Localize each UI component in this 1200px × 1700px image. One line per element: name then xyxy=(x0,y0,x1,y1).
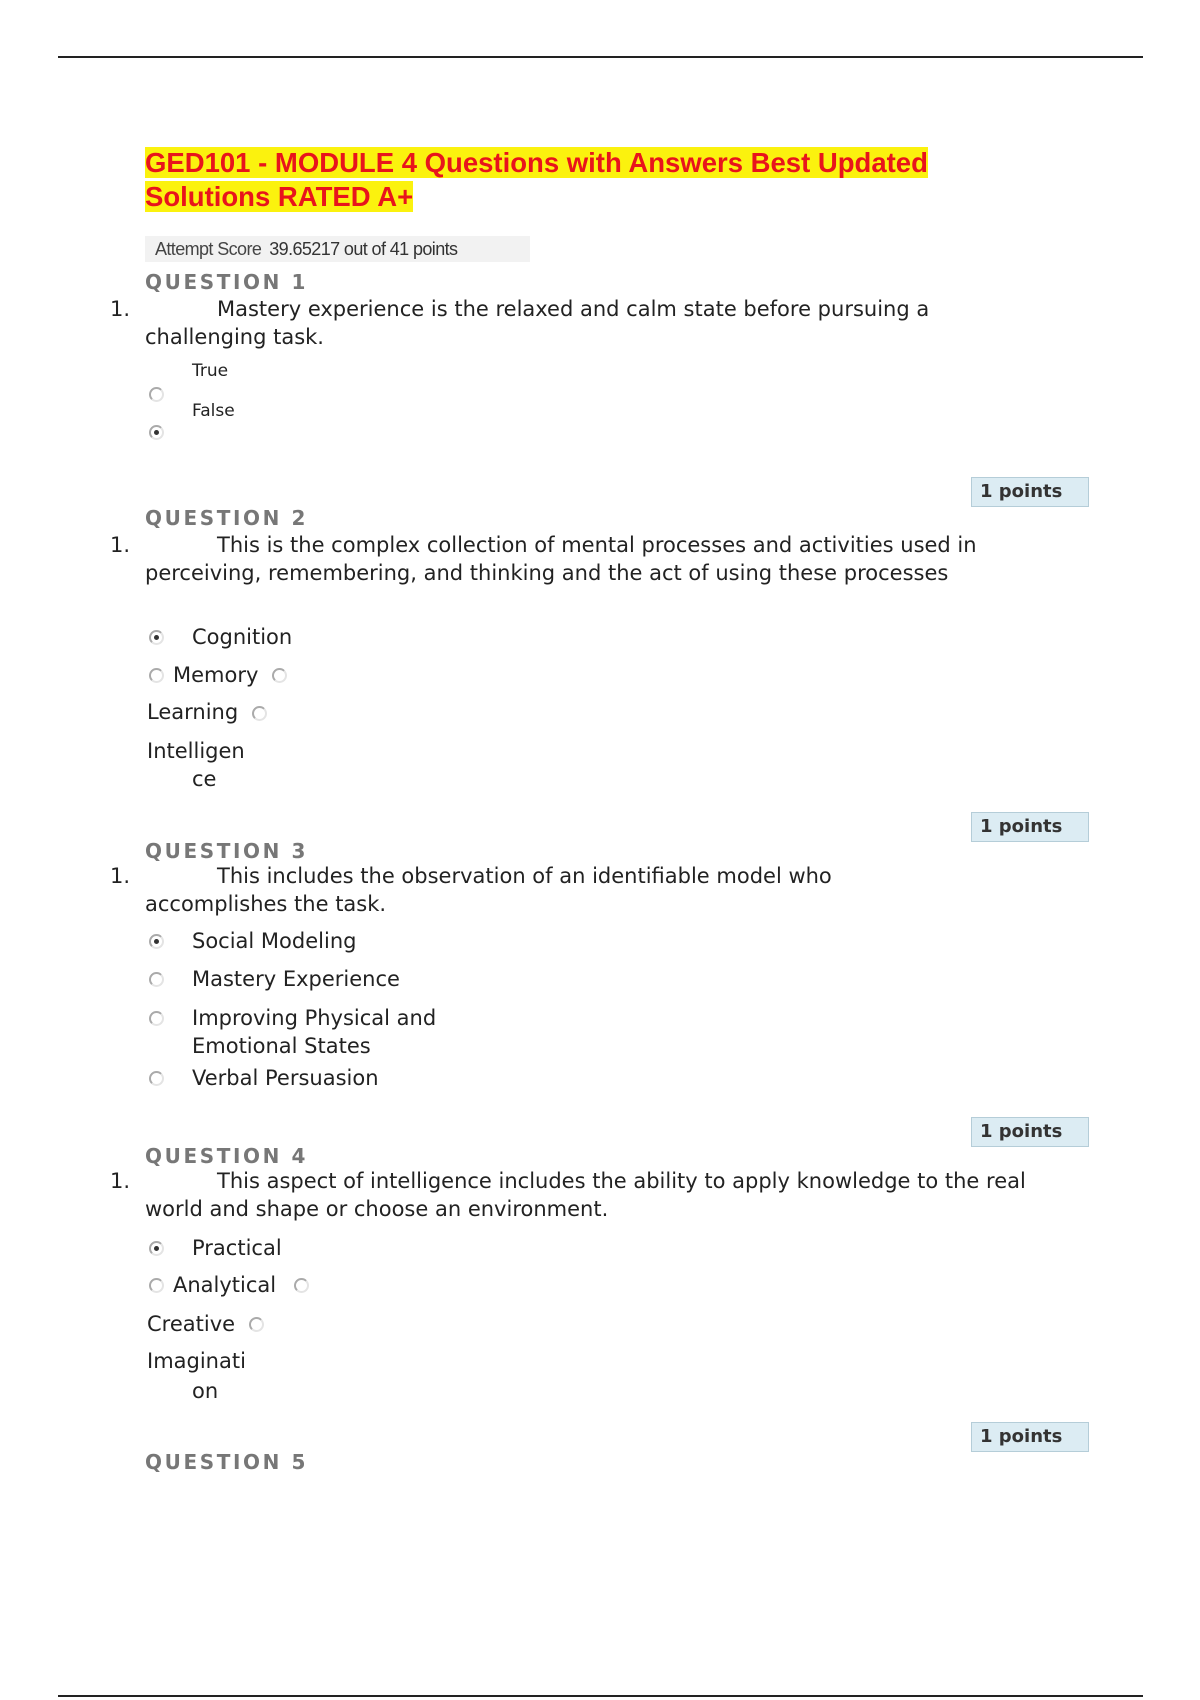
question-3-option-improving-states-label-part1: Improving Physical and xyxy=(192,1006,437,1030)
question-4-heading: QUESTION 4 xyxy=(145,1144,309,1168)
question-3-option-verbal-persuasion-label: Verbal Persuasion xyxy=(192,1066,379,1090)
question-2-option-intelligence-label-part2: ce xyxy=(192,767,217,791)
question-2-option-cognition-radio[interactable] xyxy=(149,630,164,645)
question-4-number: 1. xyxy=(110,1169,131,1193)
question-1-option-true-label: True xyxy=(192,361,229,381)
question-2-option-memory-label: Memory xyxy=(173,663,259,687)
question-4-option-creative-label: Creative xyxy=(147,1312,236,1336)
question-1-option-false-radio[interactable] xyxy=(149,425,164,440)
question-2-heading: QUESTION 2 xyxy=(145,506,309,530)
attempt-score xyxy=(145,236,530,262)
bottom-rule xyxy=(58,1695,1143,1697)
title-line-2: Solutions RATED A+ xyxy=(145,181,414,212)
question-4-option-practical-radio[interactable] xyxy=(149,1241,164,1256)
attempt-score-label: Attempt Score xyxy=(155,239,262,259)
question-3-option-social-modeling-radio[interactable] xyxy=(149,934,164,949)
question-1-points-badge: 1 points xyxy=(971,477,1089,507)
document-title xyxy=(145,146,1015,214)
question-2-option-memory-radio[interactable] xyxy=(149,668,164,683)
question-2-points-badge: 1 points xyxy=(971,812,1089,842)
question-3-heading: QUESTION 3 xyxy=(145,839,309,863)
title-line-1: GED101 - MODULE 4 Questions with Answers Best Updated xyxy=(145,147,928,178)
question-3-number: 1. xyxy=(110,864,131,888)
question-3-points-badge: 1 points xyxy=(971,1117,1089,1147)
question-4-option-imagination-label-part2: on xyxy=(192,1379,219,1403)
question-4-option-imagination-label-part1: Imaginati xyxy=(147,1349,246,1373)
question-4-option-creative-radio[interactable] xyxy=(294,1278,309,1293)
question-3-option-social-modeling-label: Social Modeling xyxy=(192,929,357,953)
question-5-heading: QUESTION 5 xyxy=(145,1450,309,1474)
question-4-option-practical-label: Practical xyxy=(192,1236,282,1260)
question-1-number: 1. xyxy=(110,297,131,321)
question-2-option-intelligence-radio[interactable] xyxy=(252,706,267,721)
question-2-option-learning-radio[interactable] xyxy=(272,668,287,683)
question-4-option-analytical-label: Analytical xyxy=(173,1273,277,1297)
question-2-option-learning-label: Learning xyxy=(147,700,239,724)
attempt-score-value: 39.65217 out of 41 points xyxy=(269,239,458,259)
question-3-option-improving-states-label-part2: Emotional States xyxy=(192,1034,371,1058)
question-2-text: This is the complex collection of mental processes and activities used in perceiving, remembering, and thinking and the act of using these processes xyxy=(145,533,977,585)
question-2-number: 1. xyxy=(110,533,131,557)
question-2-option-intelligence-label-part1: Intelligen xyxy=(147,739,245,763)
question-4-text: This aspect of intelligence includes the ability to apply knowledge to the real world and shape or choose an environment. xyxy=(145,1169,1026,1221)
question-3-option-mastery-experience-radio[interactable] xyxy=(149,972,164,987)
question-4-points-badge: 1 points xyxy=(971,1422,1089,1452)
question-1-text: Mastery experience is the relaxed and calm state before pursuing a challenging task. xyxy=(145,297,930,349)
question-4-option-imagination-radio[interactable] xyxy=(249,1317,264,1332)
top-rule xyxy=(58,56,1143,58)
question-4-option-analytical-radio[interactable] xyxy=(149,1278,164,1293)
question-3-option-mastery-experience-label: Mastery Experience xyxy=(192,967,400,991)
question-1-option-true-radio[interactable] xyxy=(149,387,164,402)
question-1-option-false-label: False xyxy=(192,401,235,421)
question-3-option-verbal-persuasion-radio[interactable] xyxy=(149,1071,164,1086)
question-3-option-improving-states-radio[interactable] xyxy=(149,1011,164,1026)
question-3-text: This includes the observation of an identifiable model who accomplishes the task. xyxy=(145,864,832,916)
question-1-heading: QUESTION 1 xyxy=(145,270,309,294)
question-2-option-cognition-label: Cognition xyxy=(192,625,293,649)
